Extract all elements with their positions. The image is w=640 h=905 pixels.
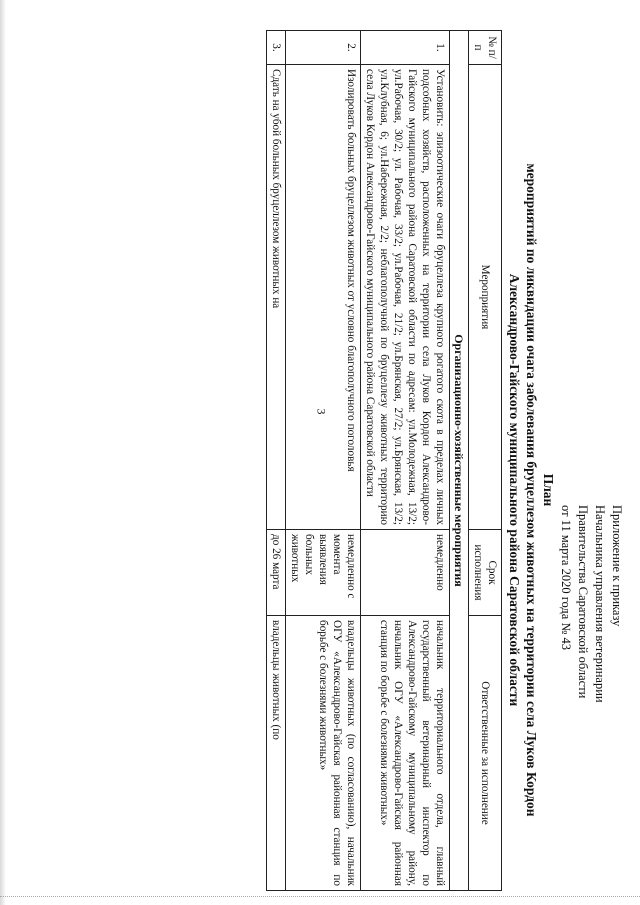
cell-term: немедленно с момента выявления больных животных [286, 530, 361, 616]
page-number: 3 [314, 408, 329, 415]
cell-num: 2. [286, 31, 361, 65]
cell-responsible: владельцы животных (по [267, 616, 286, 891]
section-row [450, 31, 469, 891]
appendix-line: Приложение к приказу [610, 505, 624, 627]
table-row [267, 31, 286, 891]
cell-responsible: владельцы животных (по согласованию), начальник ОГУ «Александрово-Гайская районная станция по борьбе с болезнями животных» [286, 616, 361, 891]
table-row [361, 31, 450, 891]
header-activity: Мероприятия [469, 65, 502, 530]
title-line: мероприятий по ликвидации очага заболевания бруцеллезом животных на территории села Луков Кордон [524, 163, 539, 817]
cell-activity: Установить: эпизоотические очаги бруцеллеза крупного рогатого скота в пределах личных подсобных хозяйств, расположенных на территории села Луков Кордон Александрово-Гайского муниципального района Саратовской области по адресам: ул.Молодежная, 13/2; ул.Рабочая, 30/2; ул. Рабочая, 33/2; ул.Рабочая, 21/2; ул.Брянская, 27/2; ул.Брянская, 13/2; ул.Клубная, 6; ул.Набережная, 2/2; неблагополучной по бруцеллезу животных территорию села Луков Кордон Александрово-Гайского муниципального района Саратовской области [361, 65, 450, 530]
cell-activity: Сдать на убой больных бруцеллезом животных на [267, 65, 286, 530]
table-header-row [469, 31, 502, 891]
header-term: Срок исполнения [469, 530, 502, 616]
title-heading: План [541, 473, 556, 507]
cell-num: 3. [267, 31, 286, 65]
cell-term: немедленно [361, 530, 450, 616]
cell-responsible: начальник территориального отдела, главный государственный ветеринарный инспектор по Александрово-Гайскому муниципальному району, начальник ОГУ «Александрово-Гайская районная станция по борьбе с болезнями животных» [361, 616, 450, 891]
appendix-line: Правительства Саратовской области [576, 505, 590, 699]
cell-num: 1. [361, 31, 450, 65]
cell-term: до 26 марта [267, 530, 286, 616]
document-title [506, 120, 557, 860]
scan-bottom-edge [0, 896, 640, 897]
header-responsible: Ответственные за исполнение [469, 616, 502, 891]
appendix-block [557, 505, 625, 805]
plan-table [266, 30, 502, 891]
appendix-line: от 11 марта 2020 года № 43 [559, 505, 573, 650]
header-num: № п/п [469, 31, 502, 65]
table-row [286, 31, 361, 891]
appendix-line: Начальника управления ветеринарии [593, 505, 607, 703]
cell-activity: Изолировать больных бруцеллезом животных от условно благополучного поголовья [286, 65, 361, 530]
title-line: Александрово-Гайского муниципального района Саратовской области [507, 273, 522, 707]
section-title: Организационно-хозяйственные мероприятия [450, 31, 469, 891]
